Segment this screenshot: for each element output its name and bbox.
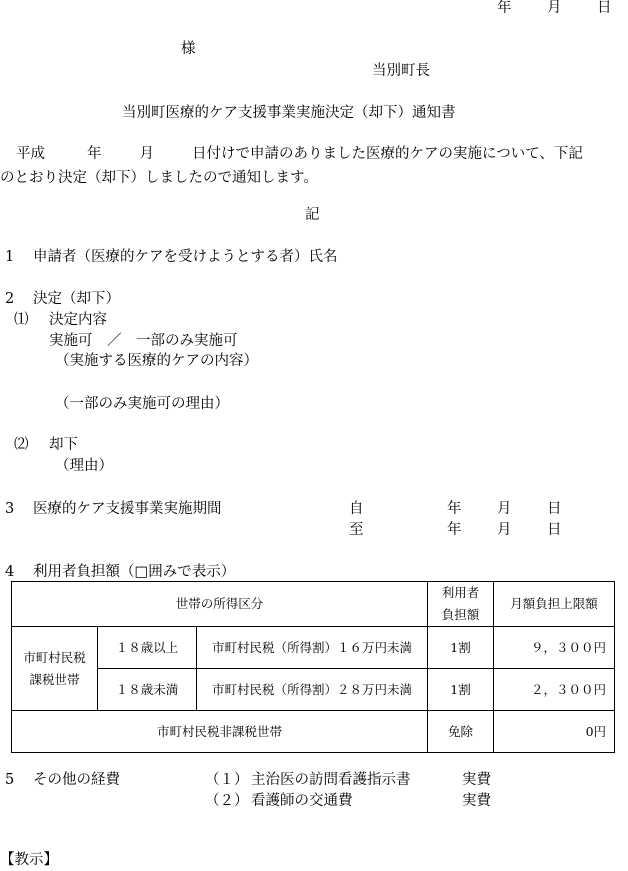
period-to-year: 年: [447, 522, 462, 538]
burden-cell: 1割: [428, 669, 494, 711]
section2-sub1-text: 決定内容: [49, 312, 107, 328]
body-line-2: のとおり決定（却下）しましたので通知します。: [0, 170, 318, 186]
addressee-suffix: 様: [181, 41, 196, 57]
taxed-household-line1: 市町村民税: [23, 649, 86, 665]
care-content-label: （実施する医療的ケアの内容）: [55, 353, 258, 369]
period-from-year: 年: [447, 501, 462, 517]
limit-cell: ９，３００円: [494, 627, 615, 669]
ki-heading: 記: [305, 207, 320, 223]
age-cell: １８歳以上: [98, 627, 197, 669]
decision-options: 実施可 ／ 一部のみ実施可: [49, 333, 238, 349]
section3-text: 医療的ケア支援事業実施期間: [33, 501, 222, 517]
table-row: [12, 711, 615, 753]
burden-cell: 1割: [428, 627, 494, 669]
expense-item1-text: 主治医の訪問看護指示書: [251, 772, 411, 788]
document-title: 当別町医療的ケア支援事業実施決定（却下）通知書: [122, 105, 456, 121]
header-user-burden-line2: 負担額: [441, 607, 480, 622]
period-from-label: 自: [349, 501, 364, 517]
taxed-household-label: [12, 627, 98, 711]
section2-text: 決定（却下）: [33, 291, 120, 307]
body-line-1: [16, 145, 583, 163]
section2-sub2-text: 却下: [49, 437, 78, 453]
expense-item2-value: 実費: [462, 793, 491, 809]
section4-number: 4: [5, 564, 15, 580]
section3-number: 3: [5, 501, 15, 517]
rejection-reason-label: （理由）: [55, 458, 113, 474]
section2-number: 2: [5, 291, 15, 307]
limit-cell: ２，３００円: [494, 669, 615, 711]
table-header-row: [12, 582, 615, 627]
condition-cell: 市町村民税（所得割）１６万円未満: [197, 627, 428, 669]
taxed-household-line2: 課税世帯: [29, 671, 80, 687]
period-to-month: 月: [497, 522, 512, 538]
limit-cell: 0円: [494, 711, 615, 753]
body-month: 月: [139, 146, 154, 162]
expense-item2-text: 看護師の交通費: [251, 793, 353, 809]
section1-number: 1: [5, 249, 15, 265]
table-row: [12, 669, 615, 711]
date-month-label: 月: [547, 0, 562, 16]
instruction-label: 【教示】: [0, 852, 58, 868]
issuer: 当別町長: [372, 63, 430, 79]
header-income-category: 世帯の所得区分: [12, 582, 428, 627]
body-year: 年: [87, 146, 102, 162]
user-burden-table: [11, 581, 615, 753]
burden-cell: 免除: [428, 711, 494, 753]
section5-text: その他の経費: [33, 772, 120, 788]
table-row: [12, 627, 615, 669]
expense-item1-number: （１）: [205, 772, 249, 788]
date-day-label: 日: [597, 0, 612, 16]
header-monthly-limit: 月額負担上限額: [494, 582, 615, 627]
section2-sub2-number: ⑵: [14, 437, 29, 453]
partial-reason-label: （一部のみ実施可の理由）: [55, 396, 229, 412]
header-user-burden-line1: 利用者: [441, 585, 480, 600]
body-rest: 日付けで申請のありました医療的ケアの実施について、下記: [192, 146, 583, 162]
period-from-day: 日: [547, 501, 562, 517]
section1-text: 申請者（医療的ケアを受けようとする者）氏名: [33, 249, 338, 265]
body-era: 平成: [16, 146, 45, 162]
period-to-day: 日: [547, 522, 562, 538]
section5-number: 5: [5, 772, 15, 788]
section4-text: 利用者負担額（□囲みで表示）: [33, 564, 236, 580]
expense-item2-number: （２）: [205, 793, 249, 809]
expense-item1-value: 実費: [462, 772, 491, 788]
period-from-month: 月: [497, 501, 512, 517]
section2-sub1-number: ⑴: [14, 312, 29, 328]
nontaxed-household-label: 市町村民税非課税世帯: [12, 711, 428, 753]
age-cell: １８歳未満: [98, 669, 197, 711]
period-to-label: 至: [349, 522, 364, 538]
date-year-label: 年: [497, 0, 512, 16]
header-user-burden: [428, 582, 494, 627]
condition-cell: 市町村民税（所得割）２８万円未満: [197, 669, 428, 711]
